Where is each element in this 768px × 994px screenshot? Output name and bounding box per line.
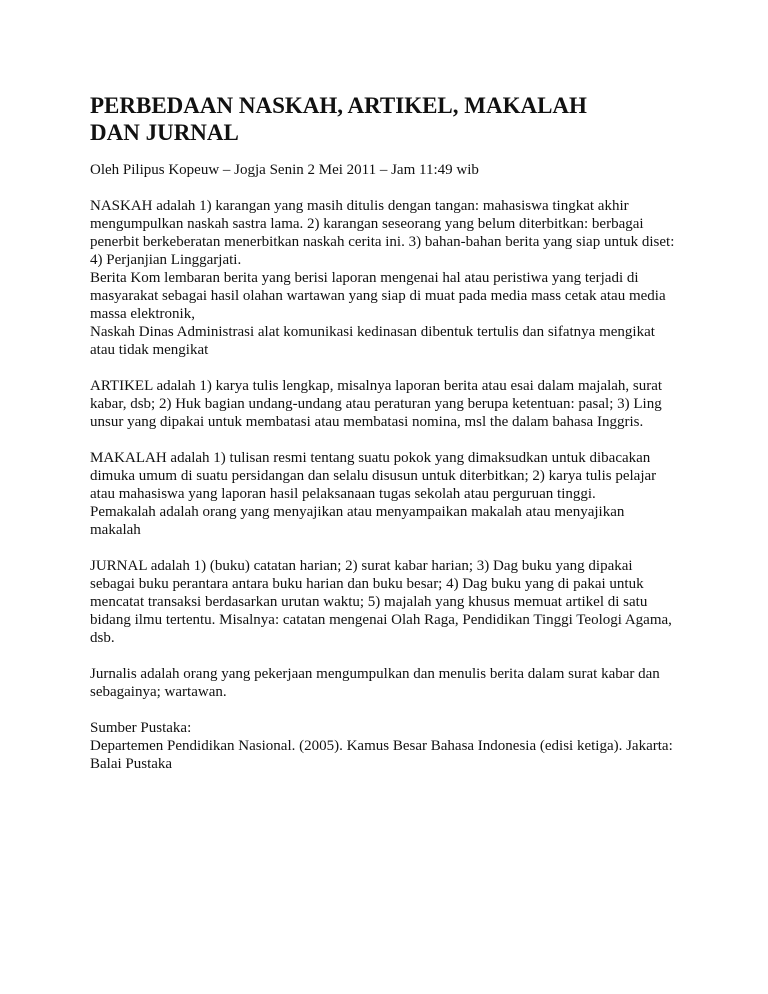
text-line: unsur yang dipakai untuk membatasi atau membatasi nomina, msl the dalam bahasa Inggris. [90,414,644,430]
title-line: DAN JURNAL [90,120,239,145]
text-line: massa elektronik, [90,306,195,322]
section-makalah [90,449,700,539]
text-line: JURNAL adalah 1) (buku) catatan harian; 2) surat kabar harian; 3) Dag buku yang dipakai [90,558,633,574]
text-line: MAKALAH adalah 1) tulisan resmi tentang suatu pokok yang dimaksudkan untuk dibacakan [90,450,651,466]
section-jurnal [90,557,700,647]
byline: Oleh Pilipus Kopeuw – Jogja Senin 2 Mei 2011 – Jam 11:49 wib [90,162,479,178]
document-title [90,92,650,146]
text-line: bidang ilmu tertentu. Misalnya: catatan mengenai Olah Raga, Pendidikan Tinggi Teologi Agama, [90,612,672,628]
section-artikel [90,377,700,431]
text-line: Jurnalis adalah orang yang pekerjaan mengumpulkan dan menulis berita dalam surat kabar dan [90,666,660,682]
text-line: Sumber Pustaka: [90,720,192,736]
text-line: 4) Perjanjian Linggarjati. [90,252,242,268]
text-line: Naskah Dinas Administrasi alat komunikasi kedinasan dibentuk tertulis dan sifatnya mengikat [90,324,655,340]
document-page [90,92,700,773]
section-jurnalis [90,665,700,701]
text-line: sebagai buku perantara antara buku harian dan buku besar; 4) Dag buku yang di pakai untuk [90,576,644,592]
text-line: NASKAH adalah 1) karangan yang masih ditulis dengan tangan: mahasiswa tingkat akhir [90,198,629,214]
section-naskah [90,197,700,359]
text-line: Departemen Pendidikan Nasional. (2005). Kamus Besar Bahasa Indonesia (edisi ketiga). Jakarta: [90,738,673,754]
text-line: Berita Kom lembaran berita yang berisi laporan mengenai hal atau peristiwa yang terjadi di [90,270,639,286]
text-line: kabar, dsb; 2) Huk bagian undang-undang atau peraturan yang berupa ketentuan: pasal; 3) Ling [90,396,662,412]
text-line: Pemakalah adalah orang yang menyajikan atau menyampaikan makalah atau menyajikan [90,504,625,520]
section-sumber-pustaka [90,719,700,773]
text-line: dimuka umum di suatu persidangan dan selalu disusun untuk diterbitkan; 2) karya tulis pelajar [90,468,657,484]
text-line: penerbit berkeberatan menerbitkan naskah cerita ini. 3) bahan-bahan berita yang siap untuk diset: [90,234,675,250]
text-line: atau mahasiswa yang laporan hasil pelaksanaan tugas sekolah atau perguruan tinggi. [90,486,596,502]
text-line: Balai Pustaka [90,756,173,772]
text-line: masyarakat sebagai hasil olahan wartawan yang siap di muat pada media mass cetak atau media [90,288,666,304]
text-line: ARTIKEL adalah 1) karya tulis lengkap, misalnya laporan berita atau esai dalam majalah, surat [90,378,663,394]
text-line: sebagainya; wartawan. [90,684,227,700]
text-line: makalah [90,522,141,538]
text-line: dsb. [90,630,115,646]
text-line: atau tidak mengikat [90,342,209,358]
title-line: PERBEDAAN NASKAH, ARTIKEL, MAKALAH [90,93,587,118]
text-line: mencatat transaksi berdasarkan urutan waktu; 5) majalah yang khusus memuat artikel di satu [90,594,648,610]
text-line: mengumpulkan naskah sastra lama. 2) karangan seseorang yang belum diterbitkan: berbagai [90,216,644,232]
